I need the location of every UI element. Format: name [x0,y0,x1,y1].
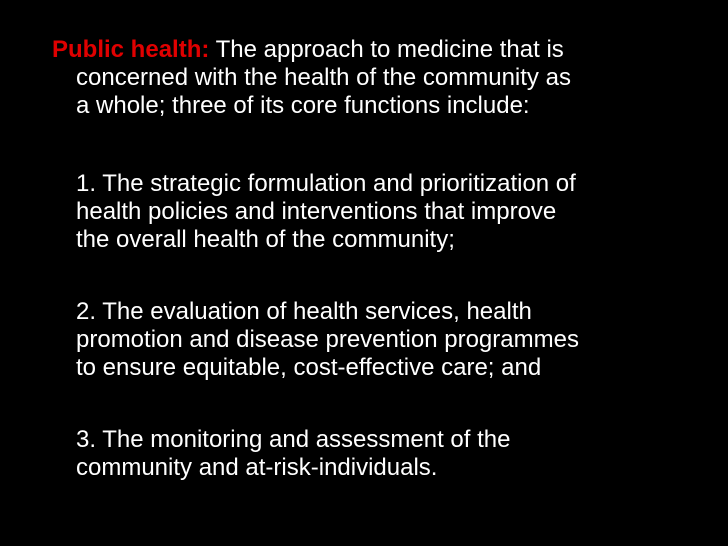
core-function-1-line-3: the overall health of the community; [76,226,455,253]
core-function-2-line-1: 2. The evaluation of health services, health [76,298,532,325]
core-function-1 [76,170,706,254]
core-function-2-line-2: promotion and disease prevention programmes [76,326,579,353]
definition-line-2: concerned with the health of the community as [76,64,571,91]
core-function-1-line-2: health policies and interventions that improve [76,198,557,225]
core-function-3-line-1: 3. The monitoring and assessment of the [76,426,511,453]
definition-line-3: a whole; three of its core functions include: [76,92,530,119]
core-function-2-line-3: to ensure equitable, cost-effective care; and [76,354,542,381]
definition-term: Public health: [52,36,210,63]
core-function-2 [76,298,706,382]
core-function-3 [76,426,706,482]
core-function-1-line-1: 1. The strategic formulation and prioritization of [76,170,576,197]
definition-text-1: The approach to medicine that is [209,36,564,63]
core-function-3-line-2: community and at-risk-individuals. [76,454,438,481]
definition-line-1 [52,36,702,64]
definition-paragraph [52,36,702,120]
